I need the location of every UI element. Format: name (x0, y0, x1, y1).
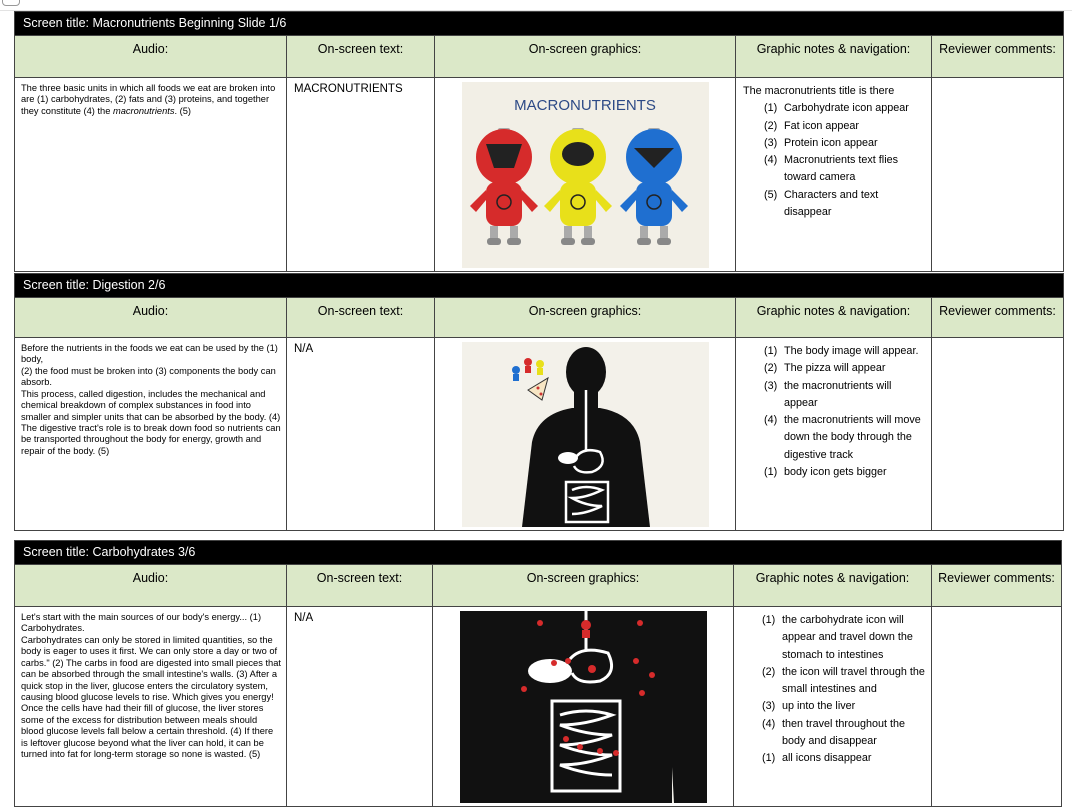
audio-cell: Before the nutrients in the foods we eat can be used by the (1) body, (2) the food must be broken into (3) components the body can absorb. This process, called digestion, includes the mechanical and chemical breakdown of complex substances in food into smaller and simpler units that can be absorbed by the body. (4) The digestive tract's role is to break down food so nutrients can be transported throughout the body for energy, growth and repair of the body. (5) (15, 338, 287, 531)
header-on-screen-text: On-screen text: (287, 298, 435, 338)
storyboard-slide-2 (14, 273, 1063, 531)
graphic-notes-cell (734, 607, 932, 807)
window-top-strip (0, 0, 1072, 11)
header-on-screen-graphics: On-screen graphics: (435, 298, 736, 338)
header-graphic-notes: Graphic notes & navigation: (736, 36, 932, 78)
header-reviewer-comments: Reviewer comments: (932, 298, 1064, 338)
header-reviewer-comments: Reviewer comments: (932, 565, 1062, 607)
note-item: (1) body icon gets bigger (764, 465, 887, 478)
note-item: (2) The pizza will appear (764, 362, 886, 375)
header-audio: Audio: (15, 36, 287, 78)
note-item: (1) Carbohydrate icon appear (764, 102, 909, 115)
graphic-title-text: MACRONUTRIENTS (513, 97, 656, 114)
header-audio: Audio: (15, 298, 287, 338)
graphic-notes-cell (736, 338, 932, 531)
slide-title: Screen title: Digestion 2/6 (15, 274, 1064, 298)
reviewer-comments-cell[interactable] (932, 607, 1062, 807)
header-on-screen-text: On-screen text: (287, 36, 435, 78)
on-screen-text-cell: N/A (287, 338, 435, 531)
note-item: (4) Macronutrients text flies toward camera (764, 154, 899, 184)
graphics-cell (433, 607, 734, 807)
header-on-screen-graphics: On-screen graphics: (433, 565, 734, 607)
note-item: (3) Protein icon appear (764, 136, 878, 149)
storyboard-slide-3 (14, 540, 1061, 807)
graphics-cell (435, 338, 736, 531)
note-item: (1) all icons disappear (762, 752, 872, 765)
reviewer-comments-cell[interactable] (932, 78, 1064, 272)
on-screen-text-cell: MACRONUTRIENTS (287, 78, 435, 272)
header-reviewer-comments: Reviewer comments: (932, 36, 1064, 78)
note-item: (4) the macronutrients will move down the body through the digestive track (764, 414, 921, 461)
reviewer-comments-cell[interactable] (932, 338, 1064, 531)
header-on-screen-graphics: On-screen graphics: (435, 36, 736, 78)
macronutrients-graphic (462, 82, 709, 268)
note-item: (5) Characters and text disappear (764, 188, 879, 218)
header-on-screen-text: On-screen text: (287, 565, 433, 607)
storyboard-slide-1 (14, 11, 1063, 272)
note-item: (2) the icon will travel through the small intestines and (762, 665, 925, 696)
audio-cell: The three basic units in which all foods we eat are broken into are (1) carbohydrates, (2) fats and (3) proteins, and together they constitute (4) the macronutrients. (5) (15, 78, 287, 272)
on-screen-text-cell: N/A (287, 607, 433, 807)
header-graphic-notes: Graphic notes & navigation: (736, 298, 932, 338)
window-corner-tab (2, 0, 20, 6)
graphics-cell (435, 78, 736, 272)
note-item: (4) then travel throughout the body and disappear (762, 717, 906, 747)
audio-cell: Let's start with the main sources of our body's energy... (1) Carbohydrates. Carbohydrates can only be stored in limited quantities, so the body is eager to uses it first. We can only store a day or two of carbs." (2) The carbs in food are digested into small pieces that can be absorbed through the small intestine's walls. (3) After a quick stop in the liver, glucose enters the circulatory system, causing blood glucose levels to rise. Which gives you energy! Once the cells have had their fill of glucose, the liver stores some of the excess for distribution between meals should blood glucose levels fall below a certain threshold. (4) If there is leftover glucose beyond what the liver can hold, it can be turned into fat for long-term storage so none is wasted. (5) (15, 607, 287, 807)
slide-title: Screen title: Carbohydrates 3/6 (15, 541, 1062, 565)
digestion-body-graphic (462, 342, 709, 527)
notes-lead: The macronutrients title is there (743, 85, 895, 97)
carbohydrate-digestion-graphic (460, 611, 707, 803)
slide-title: Screen title: Macronutrients Beginning Slide 1/6 (15, 12, 1064, 36)
note-item: (3) up into the liver (762, 700, 856, 713)
note-item: (3) the macronutrients will appear (764, 379, 892, 409)
header-audio: Audio: (15, 565, 287, 607)
header-graphic-notes: Graphic notes & navigation: (734, 565, 932, 607)
note-item: (2) Fat icon appear (764, 119, 860, 132)
note-item: (1) the carbohydrate icon will appear and travel down the stomach to intestines (762, 614, 913, 661)
graphic-notes-cell (736, 78, 932, 272)
note-item: (1) The body image will appear. (764, 345, 919, 357)
